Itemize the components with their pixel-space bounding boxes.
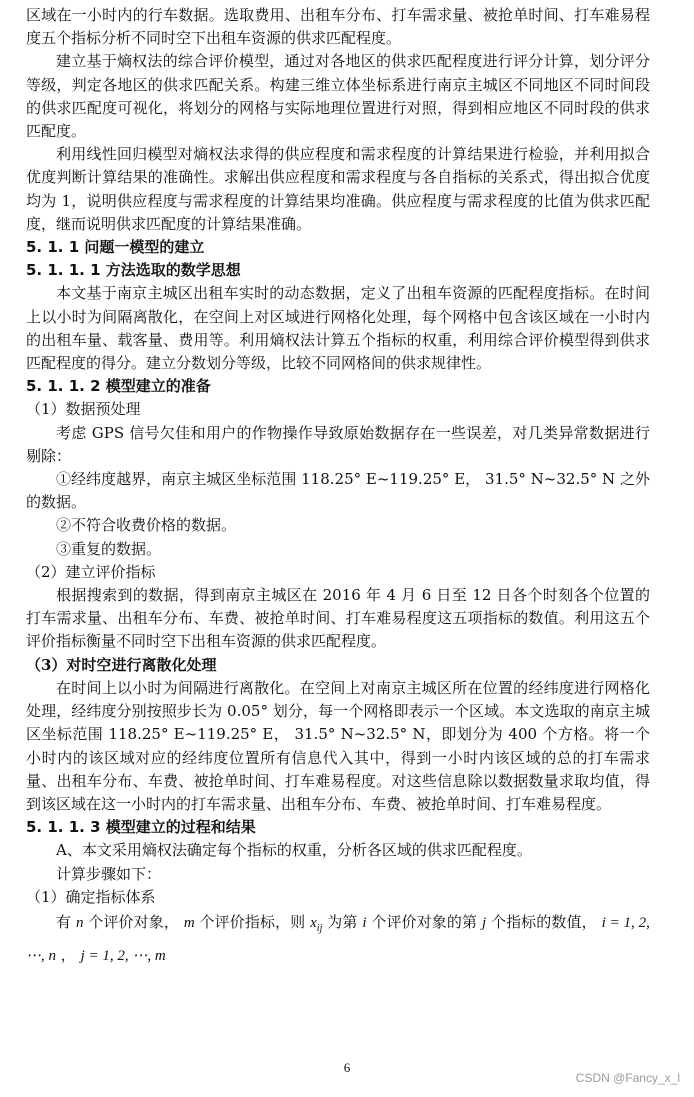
math-i: i bbox=[362, 914, 367, 931]
paragraph-calc-steps: 计算步骤如下： bbox=[56, 864, 162, 883]
paragraph-model-overview: 建立基于熵权法的综合评价模型，通过对各地区的供求匹配程度进行评分计算，划分评分等级，判定各地区的供求匹配关系。构建三维立体坐标系进行南京主城区不同地区不同时间段的供求匹配度可视化，将划分的网格与实际地理位置进行对照，得到相应地区不同时段的供求匹配度。 bbox=[26, 52, 650, 141]
paragraph-entropy: A、本文采用熵权法确定每个指标的权重，分析各区域的供求匹配程度。 bbox=[56, 841, 532, 860]
step-data-preprocess: （1）数据预处理 bbox=[26, 400, 141, 419]
list-item-duplicate: ③重复的数据。 bbox=[56, 539, 162, 558]
math-i-range: i = 1, 2, ⋯, n bbox=[26, 914, 650, 964]
paragraph-regression: 利用线性回归模型对熵权法求得的供应程度和需求程度的计算结果进行检验，并利用拟合优度判断计算结果的准确性。求解出供应程度和需求程度与各自指标的关系式，得出拟合优度均为 1，说明供应程度与需求程度的计算结果均准确。供应程度与需求程度的比值为供求匹配度，继而说明供求匹配度的计算结果准确。 bbox=[26, 145, 650, 233]
heading-5-1-1-1: 5. 1. 1. 1 方法选取的数学思想 bbox=[26, 261, 241, 280]
paragraph-method: 本文基于南京主城区出租车实时的动态数据，定义了出租车资源的匹配程度指标。在时间上以小时为间隔离散化，在空间上对区域进行网格化处理，每个网格中包含该区域在一小时内的出租车量、载客量、费用等。利用熵权法计算五个指标的权重，利用综合评价模型得到供求匹配程度的得分。建立分数划分等级，比较不同网格间的供求规律性。 bbox=[26, 284, 650, 373]
paragraph-formula: 有 n 个评价对象， m 个评价指标，则 $x_{ij}$ 为第 i 个评价对象的第 j 个指标的数值， i = 1, 2, ⋯, n ， j = 1, 2, ⋯, m bbox=[26, 912, 650, 964]
math-j: j bbox=[481, 914, 487, 931]
heading-5-1-1-3: 5. 1. 1. 3 模型建立的过程和结果 bbox=[26, 818, 256, 837]
paragraph-indicators: 根据搜索到的数据，得到南京主城区在 2016 年 4 月 6 日至 12 日各个时刻各个位置的打车需求量、出租车分布、车费、被抢单时间、打车难易程度这五项指标的数值。利用这五个评价指标衡量不同时空下出租车资源的供求匹配程度。 bbox=[26, 586, 650, 651]
paragraph-preprocess: 考虑 GPS 信号欠佳和用户的作物操作导致原始数据存在一些误差，对几类异常数据进行剔除： bbox=[26, 423, 650, 465]
watermark: CSDN @Fancy_x_l bbox=[575, 1071, 680, 1085]
math-j-range: j = 1, 2, ⋯, m bbox=[80, 947, 166, 964]
paragraph-discretize: 在时间上以小时为间隔进行离散化。在空间上对南京主城区所在位置的经纬度进行网格化处理，经纬度分别按照步长为 0.05° 划分，每一个网格即表示一个区域。本文选取的南京主城区坐标范围 118.25° E~119.25° E， 31.5° N~32.5° N，即划分为 400 个方格。将一个小时内的该区域对应的经纬度位置所有信息代入其中，得到一小时内该区域的总的打车需求量、出租车分布、车费、被抢单时间、打车难易程度。对这些信息除以数据数量求取均值，得到该区域在这一小时内的打车需求量、出租车分布、车费、被抢单时间、打车难易程度。 bbox=[26, 678, 650, 813]
math-sub-ij: ij bbox=[316, 922, 323, 934]
heading-5-1-1: 5. 1. 1 问题一模型的建立 bbox=[26, 238, 205, 257]
math-n: n bbox=[75, 914, 84, 931]
list-item-bounds: ①经纬度越界，南京主城区坐标范围 118.25° E~119.25° E， 31.5° N~32.5° N 之外的数据。 bbox=[26, 470, 650, 512]
math-m: m bbox=[183, 914, 195, 931]
step-index-system: （1）确定指标体系 bbox=[26, 887, 156, 906]
math-x: x bbox=[310, 914, 317, 931]
document-page bbox=[26, 4, 650, 969]
step-indicators: （2）建立评价指标 bbox=[26, 562, 156, 581]
page-number: 6 bbox=[343, 1060, 351, 1075]
heading-5-1-1-2: 5. 1. 1. 2 模型建立的准备 bbox=[26, 377, 211, 396]
step-discretize: （3）对时空进行离散化处理 bbox=[26, 655, 217, 674]
list-item-price: ②不符合收费价格的数据。 bbox=[56, 516, 237, 535]
paragraph-intro-cont: 区域在一小时内的行车数据。选取费用、出租车分布、打车需求量、被抢单时间、打车难易程度五个指标分析不同时空下出租车资源的供求匹配程度。 bbox=[26, 6, 650, 48]
